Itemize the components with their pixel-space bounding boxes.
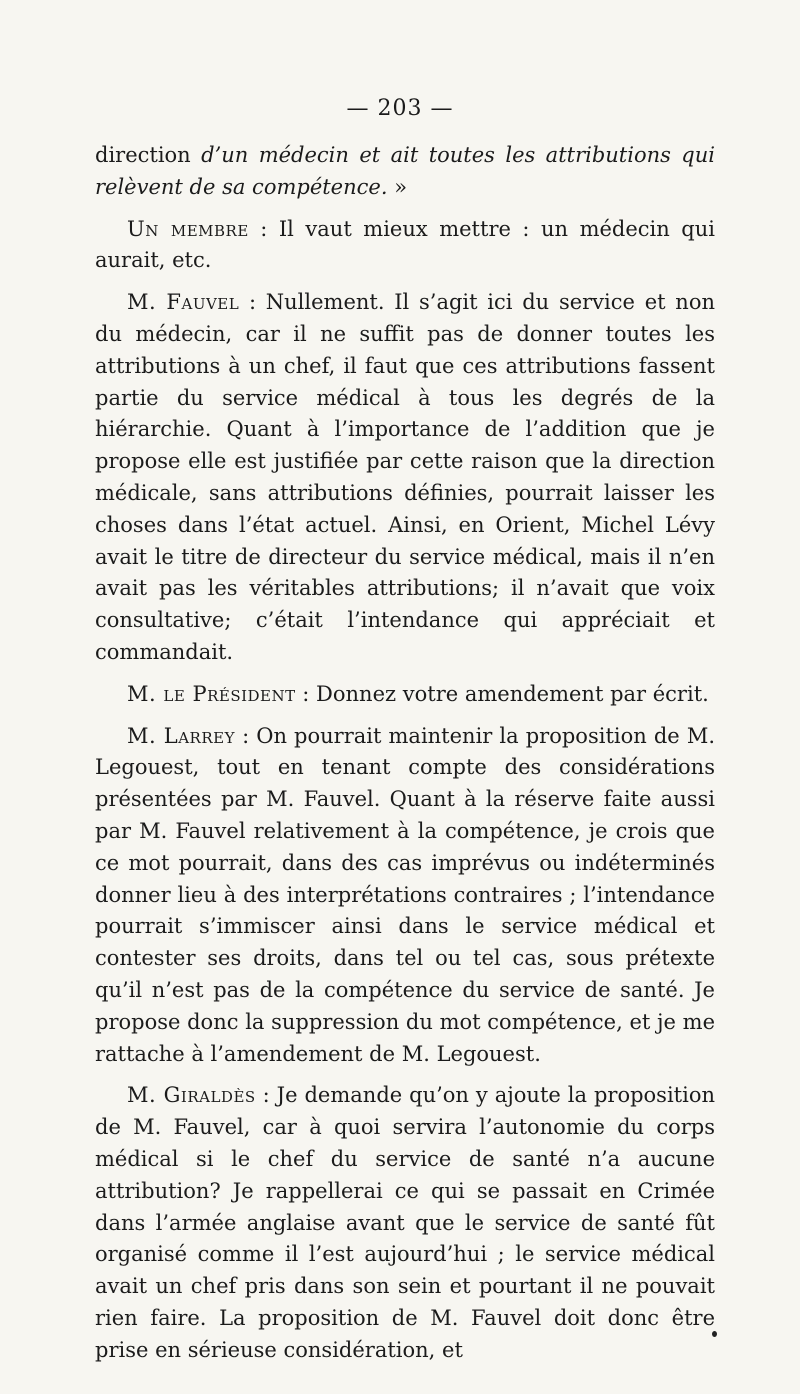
speaker-name: Un membre [127, 216, 249, 241]
speaker-name: M. le Président [127, 681, 296, 706]
body-text [95, 140, 715, 1376]
speaker-name: M. Giraldès [127, 1083, 256, 1108]
paragraph-text: : Nullement. Il s’agit ici du service et non du médecin, car il ne suffit pas de donner toutes les attributions à un chef, il faut que ces attributions fassent partie du service médical à tous les degrés de la hiérarchie. Quant à l’importance de l’addition que je propose elle est justifiée par cette raison que la direction médicale, sans attributions définies, pourrait laisser les choses dans l’état actuel. Ainsi, en Orient, Michel Lévy avait le titre de directeur du service médical, mais il n’en avait pas les véritables attributions; il n’avait que voix consultative; c’était l’intendance qui appréciait et commandait. [95, 290, 715, 664]
paragraph-president [95, 679, 715, 711]
speaker-name: M. Fauvel [127, 290, 240, 315]
page-number: — 203 — [346, 96, 454, 121]
paragraph-giraldes [95, 1080, 715, 1366]
speaker-name: M. Larrey [127, 723, 235, 748]
paragraph-text: direction [95, 143, 202, 167]
paragraph-un-membre [95, 214, 715, 278]
ink-dot [712, 1331, 717, 1337]
paragraph-larrey [95, 721, 715, 1071]
paragraph-italic-text: d’un médecin et ait toutes les attributions qui relèvent de sa compétence. [95, 143, 715, 199]
paragraph-text: : Donnez votre amendement par écrit. [295, 681, 709, 706]
paragraph-continuation [95, 140, 715, 204]
paragraph-tail: » [387, 174, 408, 199]
paragraph-text: : Je demande qu’on y ajoute la proposition de M. Fauvel, car à quoi servira l’autonomie du corps médical si le chef du service de santé n’a aucune attribution? Je rappellerai ce qui se passait en Crimée dans l’armée anglaise avant que le service de santé fût organisé comme il l’est aujourd’hui ; le service médical avait un chef pris dans son sein et pourtant il ne pouvait rien faire. La proposition de M. Fauvel doit donc être prise en sérieuse considération, et [95, 1083, 715, 1362]
paragraph-text: : Il vaut mieux mettre : un médecin qui aurait, etc. [95, 216, 715, 273]
paragraph-text: : On pourrait maintenir la proposition de M. Legouest, tout en tenant compte des considérations présentées par M. Fauvel. Quant à la réserve faite aussi par M. Fauvel relativement à la compétence, je crois que ce mot pourrait, dans des cas imprévus ou indéterminés donner lieu à des interprétations contraires ; l’intendance pourrait s’immiscer ainsi dans le service médical et contester ses droits, dans tel ou tel cas, sous prétexte qu’il n’est pas de la compétence du service de santé. Je propose donc la suppression du mot compétence, et je me rattache à l’amendement de M. Legouest. [95, 723, 715, 1066]
paragraph-fauvel [95, 287, 715, 669]
